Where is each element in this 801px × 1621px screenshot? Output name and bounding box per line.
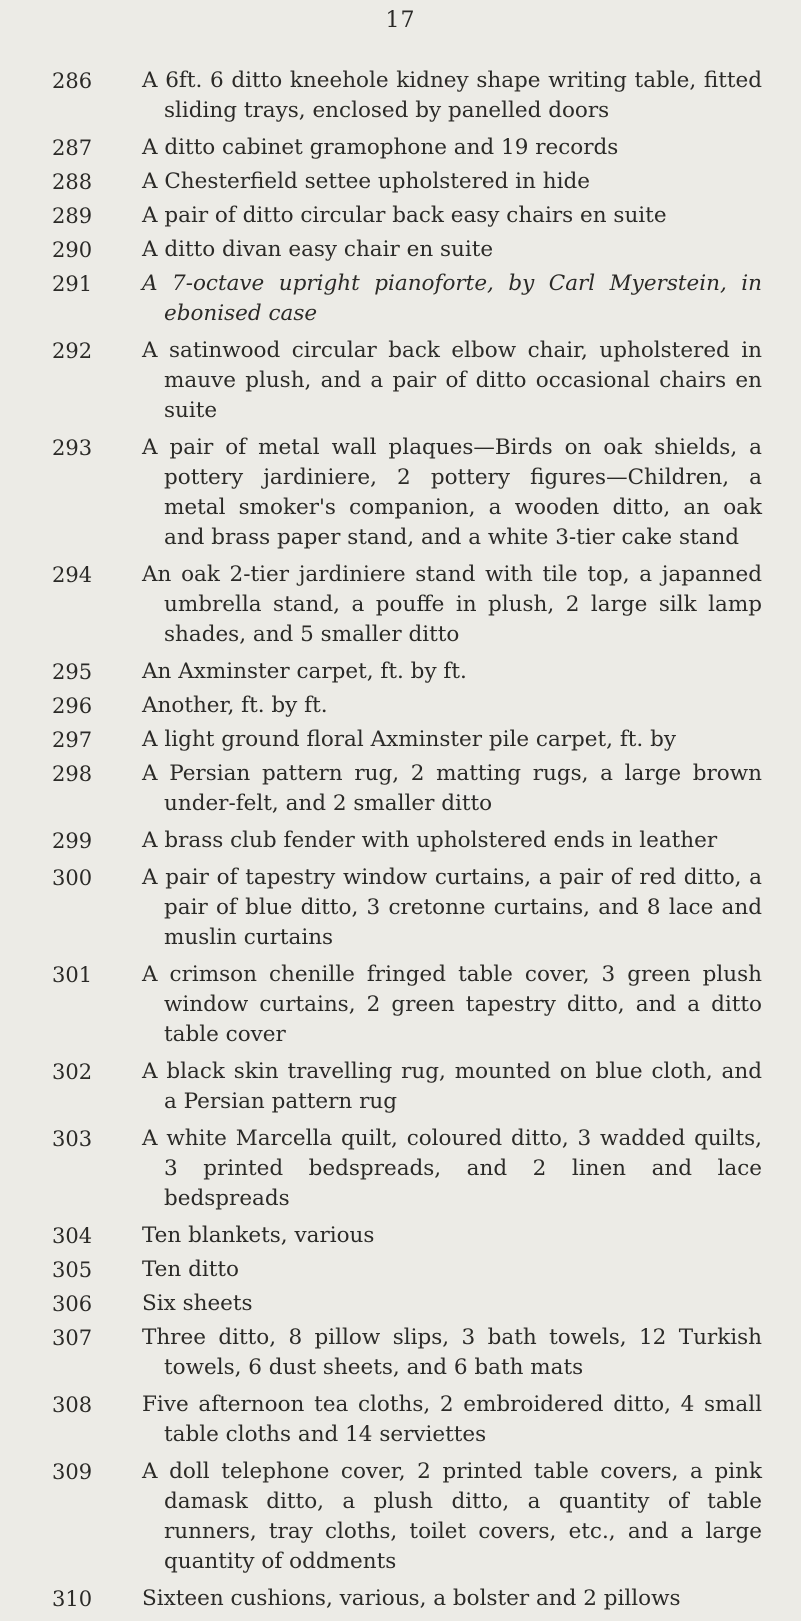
lot-description: Another, ft. by ft. [142, 693, 328, 718]
lot-number: 296 [52, 694, 93, 718]
lot-number: 298 [52, 762, 93, 786]
lot-entry [0, 759, 801, 819]
lot-number: 294 [52, 563, 93, 587]
lot-description: A ditto cabinet gramophone and 19 records [142, 135, 619, 160]
lot-entry [0, 657, 801, 687]
lot-description: A pair of ditto circular back easy chairs en suite [142, 203, 667, 228]
lot-number: 303 [52, 1127, 93, 1151]
lot-description: A light ground floral Axminster pile carpet, ft. by [142, 727, 677, 752]
lot-description: A satinwood circular back elbow chair, upholstered in mauve plush, and a pair of ditto occasional chairs en suite [142, 338, 762, 423]
lot-number: 301 [52, 963, 93, 987]
lot-number: 308 [52, 1393, 93, 1417]
lot-entry [0, 725, 801, 755]
lot-entry [0, 235, 801, 265]
lot-number: 290 [52, 238, 93, 262]
lot-description: A pair of metal wall plaques—Birds on oak shields, a pottery jardiniere, 2 pottery figures—Children, a metal smoker's companion, a wooden ditto, an oak and brass paper stand, and a white 3-tier cake stand [142, 435, 762, 550]
lot-entry [0, 1221, 801, 1251]
lot-description: A 7-octave upright pianoforte, by Carl Myerstein, in ebonised case [142, 271, 762, 326]
page-number: 17 [385, 8, 416, 33]
lot-entry [0, 433, 801, 553]
lot-entry [0, 167, 801, 197]
lot-description: A pair of tapestry window curtains, a pair of red ditto, a pair of blue ditto, 3 cretonne curtains, and 8 lace and muslin curtains [142, 865, 762, 950]
lot-description: A crimson chenille fringed table cover, 3 green plush window curtains, 2 green tapestry ditto, and a ditto table cover [142, 962, 762, 1047]
lot-description: A white Marcella quilt, coloured ditto, 3 wadded quilts, 3 printed bedspreads, and 2 linen and lace bedspreads [142, 1126, 762, 1211]
lot-number: 307 [52, 1326, 93, 1350]
lot-number: 305 [52, 1258, 93, 1282]
lot-entry [0, 1255, 801, 1285]
lot-description: A brass club fender with upholstered ends in leather [142, 828, 718, 853]
lot-description: Three ditto, 8 pillow slips, 3 bath towels, 12 Turkish towels, 6 dust sheets, and 6 bath mats [142, 1325, 762, 1380]
lot-description: A black skin travelling rug, mounted on blue cloth, and a Persian pattern rug [142, 1059, 762, 1114]
lot-entry [0, 269, 801, 329]
lot-number: 310 [52, 1587, 93, 1611]
lot-entry [0, 66, 801, 126]
lot-description: A 6ft. 6 ditto kneehole kidney shape writing table, fitted sliding trays, enclosed by panelled doors [142, 68, 762, 123]
lot-entry [0, 1057, 801, 1117]
lot-number: 288 [52, 170, 93, 194]
lot-description: Five afternoon tea cloths, 2 embroidered ditto, 4 small table cloths and 14 serviettes [142, 1392, 762, 1447]
lot-description: Sixteen cushions, various, a bolster and 2 pillows [142, 1586, 681, 1611]
lot-entry [0, 826, 801, 856]
lot-number: 292 [52, 339, 93, 363]
lot-number: 293 [52, 436, 93, 460]
lot-number: 287 [52, 136, 93, 160]
lot-entry [0, 691, 801, 721]
lot-entry [0, 1390, 801, 1450]
lot-entry [0, 960, 801, 1050]
lot-list [0, 66, 801, 1621]
lot-description: Six sheets [142, 1291, 253, 1316]
lot-entry [0, 133, 801, 163]
lot-description: A ditto divan easy chair en suite [142, 237, 494, 262]
lot-number: 309 [52, 1460, 93, 1484]
lot-number: 291 [52, 272, 93, 296]
lot-description: A doll telephone cover, 2 printed table covers, a pink damask ditto, a plush ditto, a quantity of table runners, tray cloths, toilet covers, etc., and a large quantity of oddments [142, 1459, 762, 1574]
lot-description: Ten ditto [142, 1257, 239, 1282]
lot-entry [0, 336, 801, 426]
lot-description: Ten blankets, various [142, 1223, 375, 1248]
lot-number: 297 [52, 728, 93, 752]
lot-entry [0, 560, 801, 650]
lot-entry [0, 1584, 801, 1614]
lot-entry [0, 1289, 801, 1319]
lot-number: 306 [52, 1292, 93, 1316]
lot-number: 302 [52, 1060, 93, 1084]
lot-description: An Axminster carpet, ft. by ft. [142, 659, 467, 684]
lot-entry [0, 201, 801, 231]
lot-entry [0, 1124, 801, 1214]
lot-description: A Persian pattern rug, 2 matting rugs, a large brown under-felt, and 2 smaller ditto [142, 761, 762, 816]
lot-description: An oak 2-tier jardiniere stand with tile top, a japanned umbrella stand, a pouffe in plush, 2 large silk lamp shades, and 5 smaller ditto [142, 562, 762, 647]
lot-entry [0, 1323, 801, 1383]
lot-number: 299 [52, 829, 93, 853]
lot-number: 295 [52, 660, 93, 684]
lot-entry [0, 1457, 801, 1577]
lot-number: 304 [52, 1224, 93, 1248]
lot-number: 300 [52, 866, 93, 890]
lot-number: 286 [52, 69, 93, 93]
lot-number: 289 [52, 204, 93, 228]
lot-description: A Chesterfield settee upholstered in hide [142, 169, 590, 194]
lot-entry [0, 863, 801, 953]
